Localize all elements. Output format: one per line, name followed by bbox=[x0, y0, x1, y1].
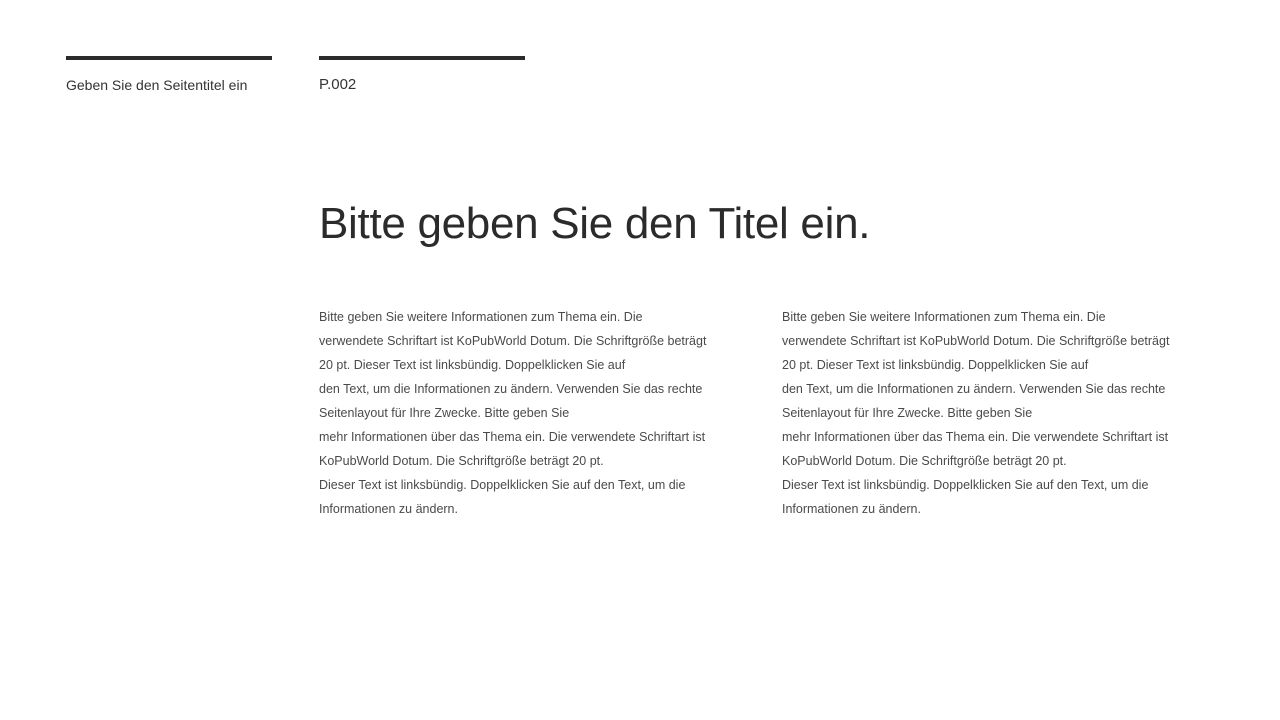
body-line: 20 pt. Dieser Text ist linksbündig. Doppelklicken Sie auf bbox=[319, 358, 626, 372]
body-line: Dieser Text ist linksbündig. Doppelklicken Sie auf den Text, um die bbox=[319, 478, 686, 492]
body-line: Informationen zu ändern. bbox=[319, 502, 458, 516]
body-line: den Text, um die Informationen zu ändern. Verwenden Sie das rechte bbox=[782, 382, 1166, 396]
body-line: Bitte geben Sie weitere Informationen zum Thema ein. Die bbox=[782, 310, 1106, 324]
header-rule-right bbox=[319, 56, 525, 60]
body-line: mehr Informationen über das Thema ein. Die verwendete Schriftart ist bbox=[782, 430, 1169, 444]
body-line: Informationen zu ändern. bbox=[782, 502, 921, 516]
page-number: P.002 bbox=[319, 76, 357, 93]
body-line: Seitenlayout für Ihre Zwecke. Bitte geben Sie bbox=[782, 406, 1033, 420]
header-rule-left bbox=[66, 56, 272, 60]
body-line: verwendete Schriftart ist KoPubWorld Dotum. Die Schriftgröße beträgt bbox=[319, 334, 707, 348]
body-line: 20 pt. Dieser Text ist linksbündig. Doppelklicken Sie auf bbox=[782, 358, 1089, 372]
body-line: verwendete Schriftart ist KoPubWorld Dotum. Die Schriftgröße beträgt bbox=[782, 334, 1170, 348]
body-line: Dieser Text ist linksbündig. Doppelklicken Sie auf den Text, um die bbox=[782, 478, 1149, 492]
body-line: Seitenlayout für Ihre Zwecke. Bitte geben Sie bbox=[319, 406, 570, 420]
body-text-column-right bbox=[782, 305, 1212, 521]
page-title: Bitte geben Sie den Titel ein. bbox=[319, 199, 871, 248]
body-line: KoPubWorld Dotum. Die Schriftgröße beträgt 20 pt. bbox=[319, 454, 604, 468]
page-section-title: Geben Sie den Seitentitel ein bbox=[66, 77, 248, 93]
body-text-column-left bbox=[319, 305, 749, 521]
body-line: Bitte geben Sie weitere Informationen zum Thema ein. Die bbox=[319, 310, 643, 324]
body-line: den Text, um die Informationen zu ändern. Verwenden Sie das rechte bbox=[319, 382, 703, 396]
body-line: mehr Informationen über das Thema ein. Die verwendete Schriftart ist bbox=[319, 430, 706, 444]
body-line: KoPubWorld Dotum. Die Schriftgröße beträgt 20 pt. bbox=[782, 454, 1067, 468]
